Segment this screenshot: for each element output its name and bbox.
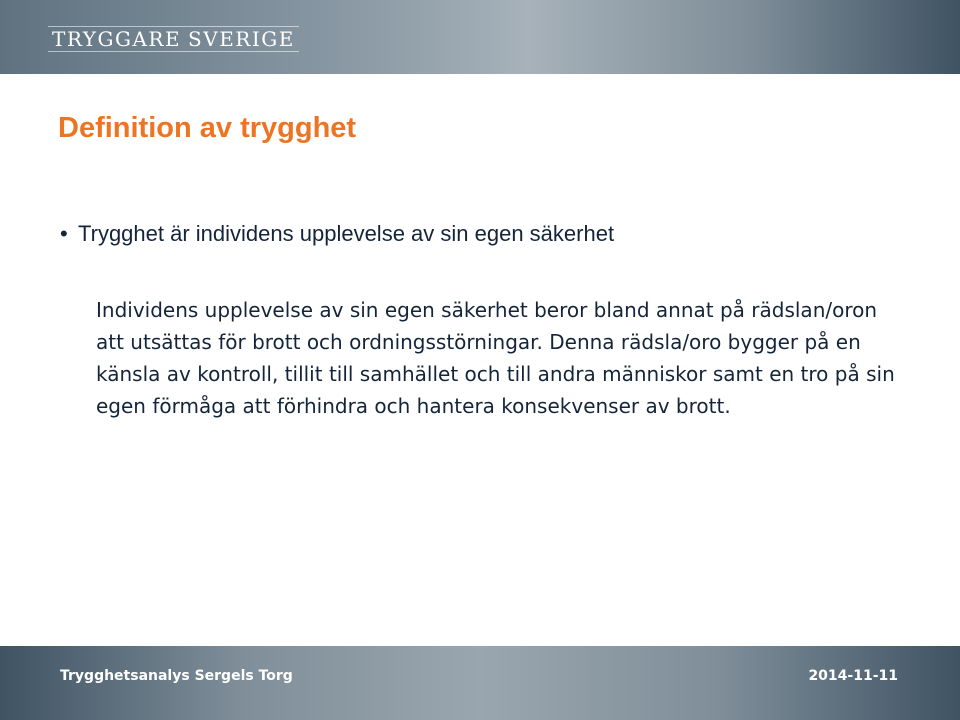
- header-bar: [0, 0, 960, 74]
- footer-presentation-name: Trygghetsanalys Sergels Torg: [60, 668, 293, 684]
- bullet-point: [60, 221, 614, 247]
- logo-text-tryggare: TRYGGARE: [52, 27, 182, 51]
- body-paragraph: Individens upplevelse av sin egen säkerhet beror bland annat på rädslan/oron att utsättas för brott och ordningsstörningar. Denna rädsla/oro bygger på en känsla av kontroll, tillit till samhället och till andra människor samt en tro på sin egen förmåga att förhindra och hantera konsekvenser av brott.: [96, 298, 895, 418]
- tryggare-sverige-logo: [48, 26, 299, 52]
- slide-title: Definition av trygghet: [58, 112, 357, 144]
- bullet-text: Trygghet är individens upplevelse av sin egen säkerhet: [78, 221, 615, 246]
- bullet-icon: •: [60, 221, 68, 246]
- footer-date: 2014-11-11: [808, 668, 898, 684]
- logo-text-sverige: SVERIGE: [188, 27, 295, 51]
